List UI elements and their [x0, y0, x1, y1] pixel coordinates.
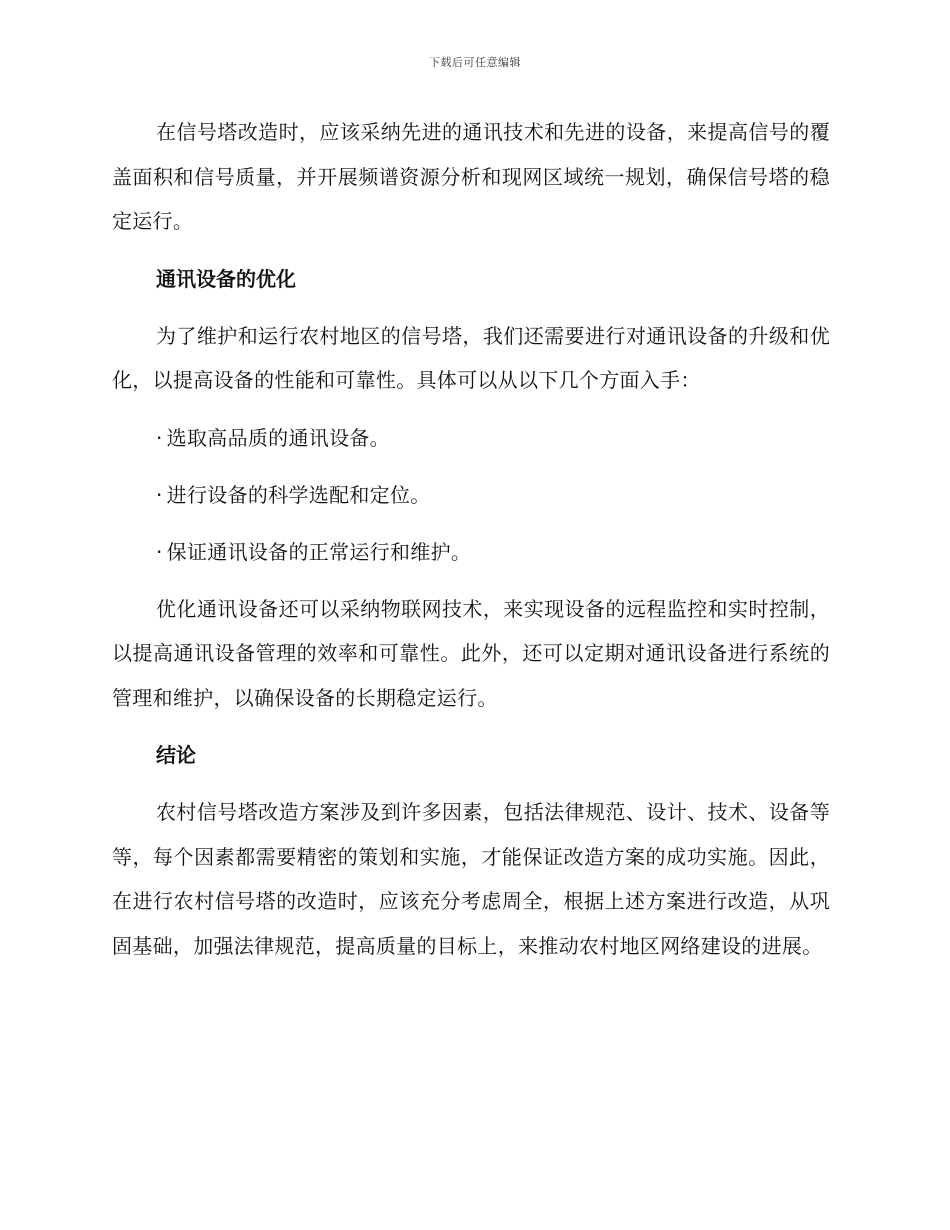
document-body	[112, 110, 830, 981]
paragraph-signal-tower-upgrade: 在信号塔改造时，应该采纳先进的通讯技术和先进的设备，来提高信号的覆盖面积和信号质量，并开展频谱资源分析和现网区域统一规划，确保信号塔的稳定运行。	[112, 120, 830, 233]
paragraph-conclusion: 农村信号塔改造方案涉及到许多因素，包括法律规范、设计、技术、设备等等，每个因素都需要精密的策划和实施，才能保证改造方案的成功实施。因此，在进行农村信号塔的改造时，应该充分考虑周全，根据上述方案进行改造，从巩固基础，加强法律规范，提高质量的目标上，来推动农村地区网络建设的进展。	[112, 800, 830, 958]
bullet-item	[112, 416, 830, 460]
bullet-item	[112, 530, 830, 574]
bullet-text: 选取高品质的通讯设备。	[166, 425, 390, 450]
header-note: 下载后可任意编辑	[429, 56, 521, 69]
bullet-item	[112, 473, 830, 517]
paragraph-equipment-intro: 为了维护和运行农村地区的信号塔，我们还需要进行对通讯设备的升级和优化，以提高设备的性能和可靠性。具体可以从以下几个方面入手：	[112, 323, 830, 392]
bullet-text: 进行设备的科学选配和定位。	[166, 482, 431, 507]
bullet-mark: ·	[156, 425, 163, 450]
bullet-mark: ·	[156, 539, 163, 564]
paragraph-iot-optimization: 优化通讯设备还可以采纳物联网技术，来实现设备的远程监控和实时控制，以提高通讯设备管理的效率和可靠性。此外，还可以定期对通讯设备进行系统的管理和维护，以确保设备的长期稳定运行。	[112, 596, 830, 710]
bullet-text: 保证通讯设备的正常运行和维护。	[166, 539, 472, 564]
bullet-mark: ·	[156, 482, 163, 507]
heading-conclusion: 结论	[156, 743, 196, 767]
heading-equipment-optimization: 通讯设备的优化	[156, 266, 296, 291]
